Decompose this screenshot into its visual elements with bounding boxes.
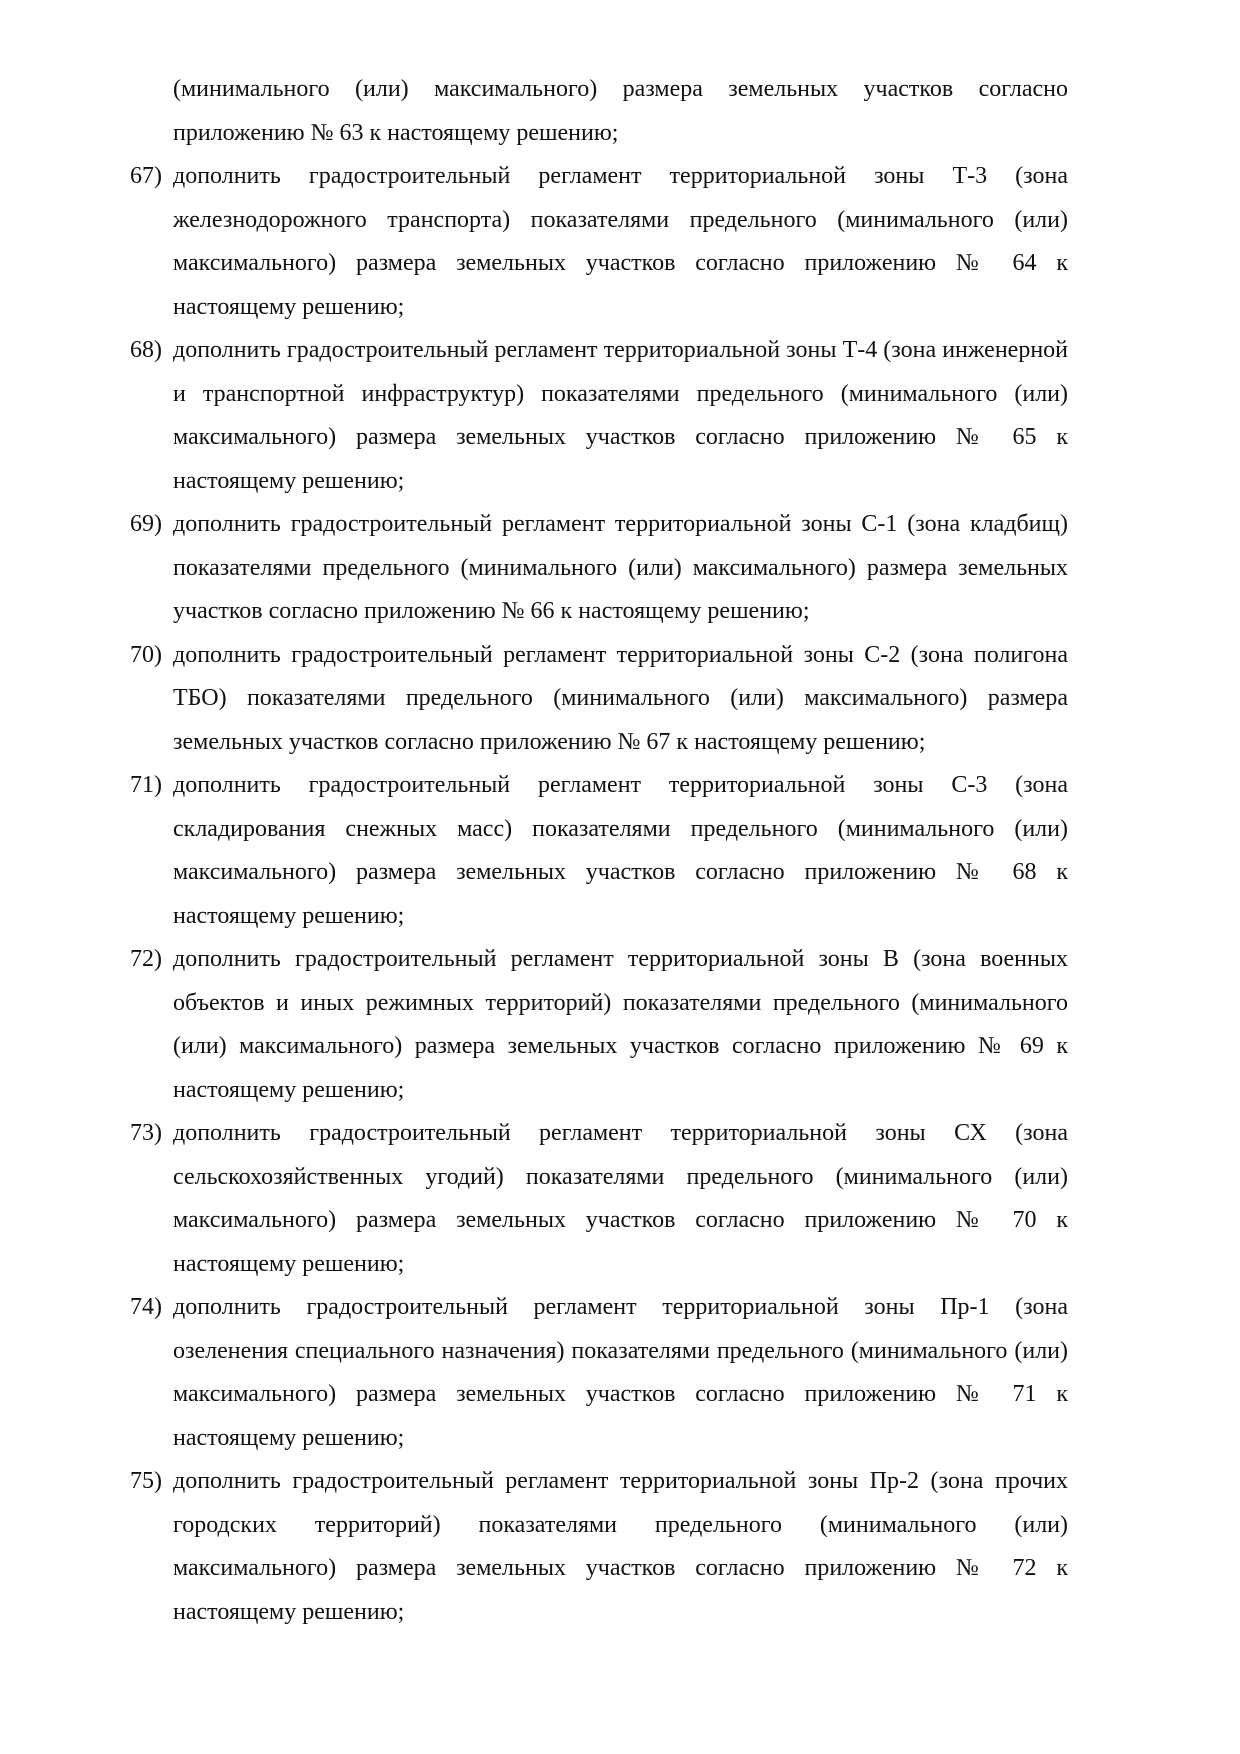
list-item: [130, 329, 1068, 503]
item-number: 75): [130, 1468, 162, 1494]
list-item: [130, 764, 1068, 938]
item-text: дополнить градостроительный регламент территориальной зоны С-3 (зона складирования снежных масс) показателями предельного (минимального (или) максимального) размера земельных участков согласно приложению № 68 к настоящему решению;: [173, 772, 1068, 929]
item-text: дополнить градостроительный регламент территориальной зоны Пр-1 (зона озеленения специального назначения) показателями предельного (минимального (или) максимального) размера земельных участков согласно приложению № 71 к настоящему решению;: [173, 1294, 1068, 1451]
item-number: 68): [130, 337, 162, 363]
item-number: 71): [130, 772, 162, 798]
list-item: [130, 1286, 1068, 1460]
document-body: [130, 68, 1068, 1634]
list-item: [130, 634, 1068, 765]
list-item: [130, 1460, 1068, 1634]
item-number: 69): [130, 511, 162, 537]
list-item: [130, 503, 1068, 634]
item-number: 70): [130, 641, 162, 668]
list-item: [130, 155, 1068, 329]
continuation-paragraph: (минимального (или) максимального) размера земельных участков согласно приложению № 63 к настоящему решению;: [173, 76, 1068, 146]
item-number: 67): [130, 163, 162, 189]
item-number: 74): [130, 1294, 162, 1320]
item-text: дополнить градостроительный регламент территориальной зоны СХ (зона сельскохозяйственных угодий) показателями предельного (минимального (или) максимального) размера земельных участков согласно приложению № 70 к настоящему решению;: [173, 1120, 1068, 1277]
list-item: [130, 938, 1068, 1112]
item-number: 73): [130, 1120, 162, 1146]
item-text: дополнить градостроительный регламент территориальной зоны Т-3 (зона железнодорожного транспорта) показателями предельного (минимального (или) максимального) размера земельных участков согласно приложению № 64 к настоящему решению;: [173, 163, 1068, 320]
item-text: дополнить градостроительный регламент территориальной зоны В (зона военных объектов и иных режимных территорий) показателями предельного (минимального (или) максимального) размера земельных участков согласно приложению № 69 к настоящему решению;: [173, 946, 1068, 1103]
item-text: дополнить градостроительный регламент территориальной зоны Т-4 (зона инженерной и транспортной инфраструктур) показателями предельного (минимального (или) максимального) размера земельных участков согласно приложению № 65 к настоящему решению;: [173, 337, 1068, 494]
item-text: дополнить градостроительный регламент территориальной зоны С-2 (зона полигона ТБО) показателями предельного (минимального (или) максимального) размера земельных участков согласно приложению № 67 к настоящему решению;: [173, 641, 1068, 755]
item-number: 72): [130, 946, 162, 972]
item-text: дополнить градостроительный регламент территориальной зоны С-1 (зона кладбищ) показателями предельного (минимального (или) максимального) размера земельных участков согласно приложению № 66 к настоящему решению;: [173, 511, 1068, 624]
item-text: дополнить градостроительный регламент территориальной зоны Пр-2 (зона прочих городских территорий) показателями предельного (минимального (или) максимального) размера земельных участков согласно приложению № 72 к настоящему решению;: [173, 1468, 1068, 1625]
list-item: [130, 1112, 1068, 1286]
